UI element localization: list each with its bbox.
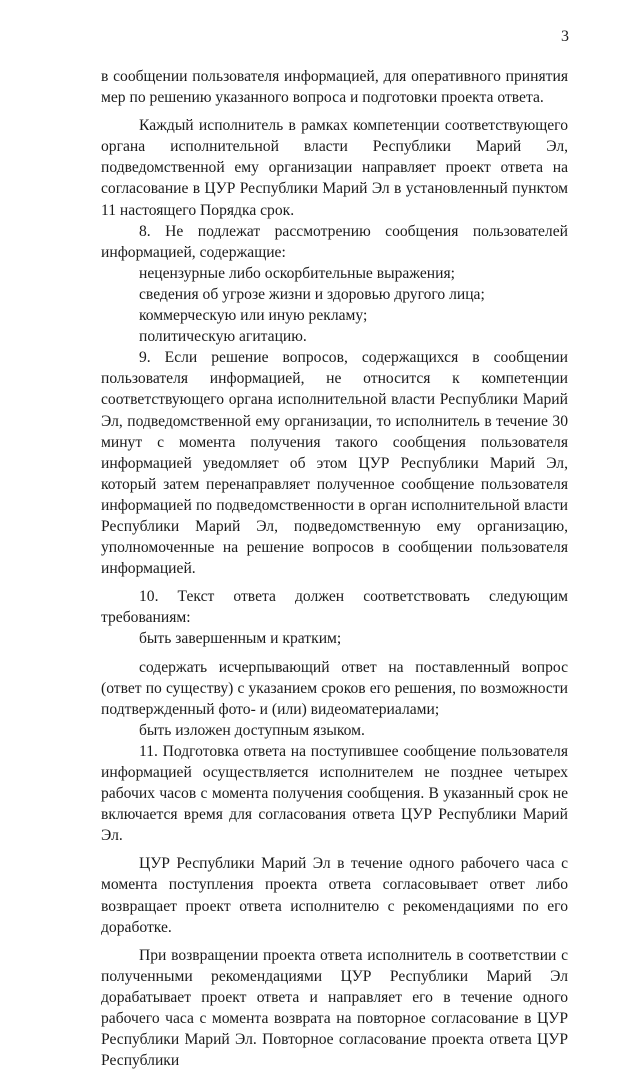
paragraph: Каждый исполнитель в рамках компетенции соответствующего органа исполнительной власти Республики Марий Эл, подведомственной ему организации направляет проект ответа на согласование в ЦУР Республики Марий Эл в установленный пунктом 11 настоящего Порядка срок. (101, 117, 568, 219)
list-item: коммерческую или иную рекламу; (139, 307, 368, 325)
paragraph: 8. Не подлежат рассмотрению сообщения пользователей информацией, содержащие: (101, 222, 568, 261)
paragraph: ЦУР Республики Марий Эл в течение одного рабочего часа с момента поступления проекта ответа согласовывает ответ либо возвращает проект ответа исполнителю с рекомендациями по его доработке. (101, 855, 568, 936)
list-item: политическую агитацию. (139, 328, 307, 346)
paragraph: 9. Если решение вопросов, содержащихся в сообщении пользователя информацией, не относится к компетенции соответствующего органа исполнительной власти Республики Марий Эл, подведомственной ему организации, то исполнитель в течение 30 минут с момента получения такого сообщения пользователя информацией уведомляет об этом ЦУР Республики Марий Эл, который затем перенаправляет полученное сообщение пользователя информацией по подведомственности в орган исполнительной власти Республики Марий Эл, подведомственную ему организацию, уполномоченные на решение вопросов в сообщении пользователя информацией. (101, 349, 568, 578)
list-item: быть завершенным и кратким; (139, 630, 342, 648)
document-body (101, 66, 568, 1071)
list-item: сведения об угрозе жизни и здоровью другого лица; (139, 285, 485, 303)
paragraph: При возвращении проекта ответа исполнитель в соответствии с полученными рекомендациями ЦУР Республики Марий Эл дорабатывает проект ответа и направляет его в течение одного рабочего часа с момента возврата на повторное согласование в ЦУР Республики Марий Эл. Повторное согласование проекта ответа ЦУР Республики (101, 946, 568, 1070)
page-number: 3 (561, 28, 569, 45)
list-item: быть изложен доступным языком. (139, 721, 365, 739)
list-item: нецензурные либо оскорбительные выражения; (139, 264, 455, 282)
paragraph: 10. Текст ответа должен соответствовать следующим требованиям: (101, 588, 568, 627)
paragraph: содержать исчерпывающий ответ на поставленный вопрос (ответ по существу) с указанием сроков его решения, по возможности подтвержденный фото- и (или) видеоматериалами; (101, 658, 568, 718)
paragraph: 11. Подготовка ответа на поступившее сообщение пользователя информацией осуществляется исполнителем не позднее четырех рабочих часов с момента получения сообщения. В указанный срок не включается время для согласования ответа ЦУР Республики Марий Эл. (101, 742, 568, 845)
paragraph: в сообщении пользователя информацией, для оперативного принятия мер по решению указанного вопроса и подготовки проекта ответа. (101, 68, 568, 107)
